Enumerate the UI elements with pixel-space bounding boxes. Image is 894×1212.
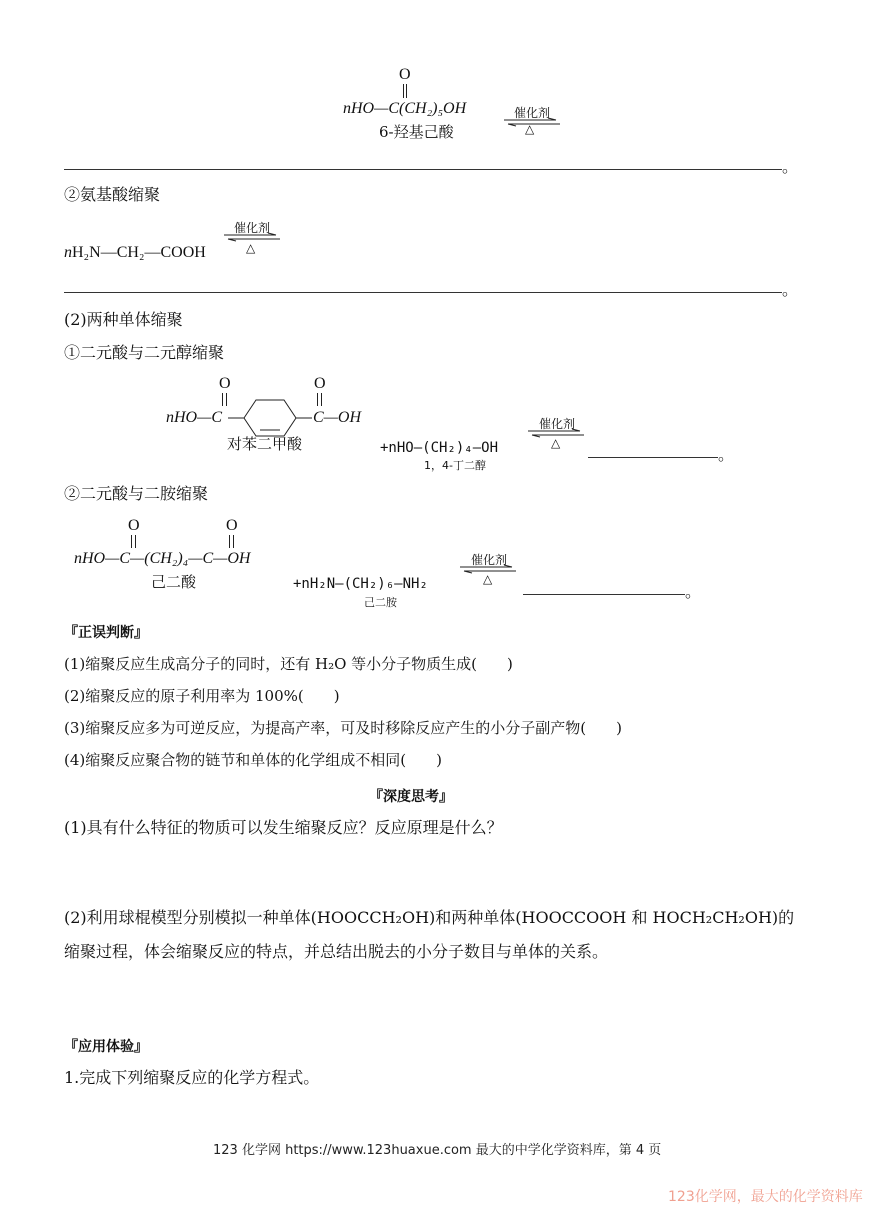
catalyst-label: 催化剂 (514, 106, 551, 120)
adipic-acid-formula: nHO—C—(CH₂)₄—C—OH (74, 550, 251, 567)
thinking-question-1: (1)具有什么特征的物质可以发生缩聚反应？反应原理是什么？ (64, 818, 503, 837)
carbonyl-oxygen-label: O (314, 375, 326, 392)
butanediol-formula: +nHO—(CH₂)₄—OH (380, 440, 499, 456)
adipic-acid-name: 己二酸 (151, 573, 197, 591)
application-item-1: 1.完成下列缩聚反应的化学方程式。 (64, 1068, 320, 1087)
catalyst-label: 催化剂 (234, 221, 271, 235)
thinking-question-2-line-2: 缩聚过程，体会缩聚反应的特点，并总结出脱去的小分子数目与单体的关系。 (64, 942, 609, 961)
terephthalic-acid-name: 对苯二甲酸 (227, 435, 303, 453)
hydroxyhexanoic-acid-name: 6-羟基己酸 (379, 123, 454, 141)
terephthalic-left-group: nHO—C (166, 409, 223, 426)
catalyst-label: 催化剂 (471, 553, 508, 567)
double-bond-line (406, 84, 408, 98)
period-mark: 。 (782, 280, 799, 299)
diacid-diol-heading: ①二元酸与二元醇缩聚 (64, 343, 225, 362)
period-mark: 。 (685, 582, 702, 601)
double-bond-line (317, 393, 322, 406)
carbonyl-oxygen-label: O (128, 517, 140, 534)
judgement-item: (2)缩聚反应的原子利用率为 100%( ) (64, 687, 340, 705)
hexanediamine-formula: +nH₂N—(CH₂)₆—NH₂ (293, 576, 428, 592)
judgement-item: (1)缩聚反应生成高分子的同时，还有 H₂O 等小分子物质生成( ) (64, 655, 513, 673)
diacid-diamine-heading: ②二元酸与二胺缩聚 (64, 484, 209, 503)
answer-blank-line (64, 292, 782, 293)
heat-symbol: △ (483, 572, 493, 586)
hydroxyhexanoic-acid-formula: nHO—C(CH₂)₅OH (343, 100, 467, 117)
terephthalic-right-group: C—OH (313, 409, 362, 426)
answer-blank-line (523, 594, 685, 595)
catalyst-label: 催化剂 (539, 417, 576, 431)
thinking-title: 『深度思考』 (369, 789, 453, 805)
glycine-structure: H₂N—CH₂—COOH (72, 244, 206, 261)
heat-symbol: △ (525, 122, 535, 136)
reversible-arrow-icon (224, 233, 280, 241)
judgement-item: (4)缩聚反应聚合物的链节和单体的化学组成不相同( ) (64, 751, 442, 769)
two-monomer-heading: (2)两种单体缩聚 (64, 310, 183, 329)
glycine-formula (64, 244, 206, 262)
thinking-question-2-line-1: (2)利用球棍模型分别模拟一种单体(HOOCCH₂OH)和两种单体(HOOCCOOH 和 HOCH₂CH₂OH)的 (64, 908, 795, 927)
benzene-ring-icon (236, 398, 304, 438)
double-bond-line (131, 535, 136, 548)
carbonyl-oxygen-label: O (399, 66, 411, 83)
butanediol-name: 1，4-丁二醇 (424, 459, 486, 472)
heat-symbol: △ (551, 436, 561, 450)
judgement-item: (3)缩聚反应多为可逆反应，为提高产率，可及时移除反应产生的小分子副产物( ) (64, 719, 622, 737)
period-mark: 。 (718, 445, 735, 464)
page-footer: 123 化学网 https://www.123huaxue.com 最大的中学化学资料库，第 4 页 (213, 1143, 662, 1158)
answer-blank-line (588, 457, 718, 458)
hexanediamine-name: 己二胺 (364, 596, 397, 609)
carbonyl-oxygen-label: O (226, 517, 238, 534)
judgement-title: 『正误判断』 (64, 625, 148, 641)
coefficient-n: n (64, 244, 72, 261)
double-bond-line (403, 84, 405, 98)
double-bond-line (229, 535, 234, 548)
double-bond-line (222, 393, 227, 406)
period-mark: 。 (782, 157, 799, 176)
answer-blank-line (64, 169, 782, 170)
carbonyl-oxygen-label: O (219, 375, 231, 392)
amino-acid-heading: ②氨基酸缩聚 (64, 185, 161, 204)
watermark-text: 123化学网，最大的化学资料库 (668, 1189, 863, 1205)
heat-symbol: △ (246, 241, 256, 255)
application-title: 『应用体验』 (64, 1039, 148, 1055)
